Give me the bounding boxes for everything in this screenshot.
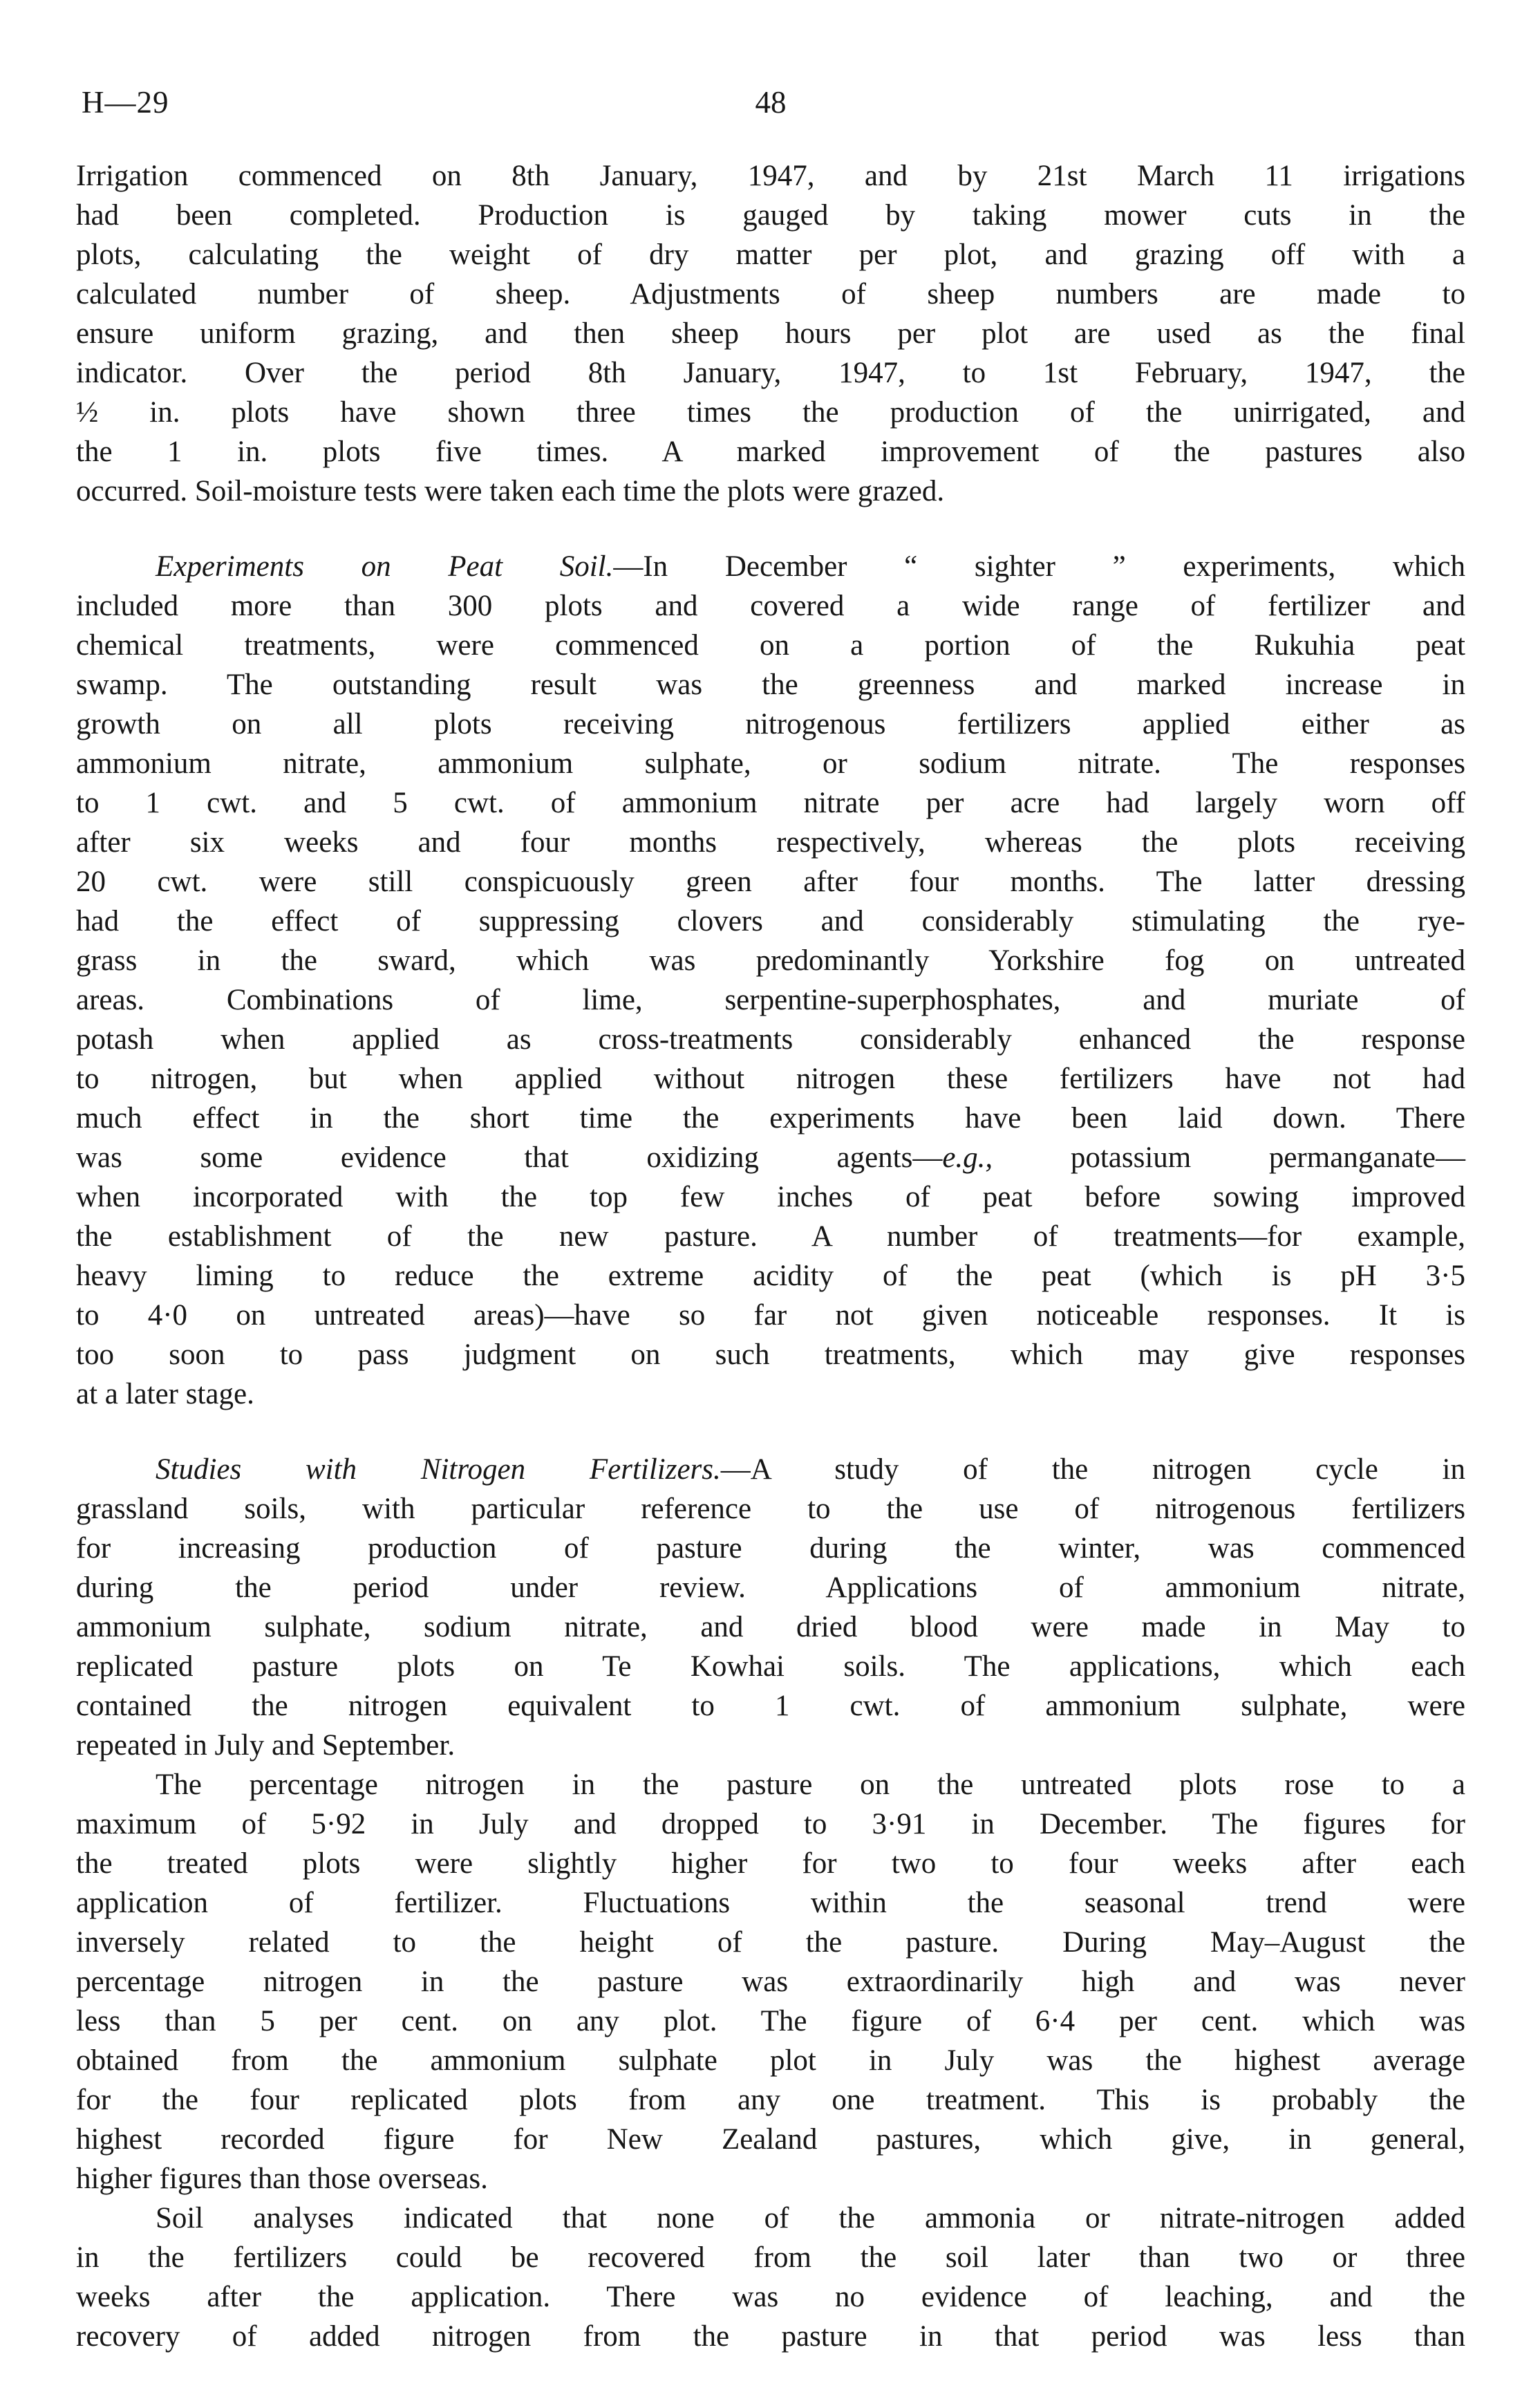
paragraph [76,156,1465,511]
text-line [76,783,1465,823]
text-line [76,2001,1465,2041]
text-run: at a later stage. [76,1378,254,1410]
paragraph [76,1450,1465,1765]
text-run: repeated in July and September. [76,1729,456,1762]
text-line [76,2041,1465,2080]
text-run: to 4·0 on untreated areas)—have so far not given noticeable responses. It is [76,1299,1465,1332]
text-run: for the four replicated plots from any one treatment. This is probably the [76,2084,1465,2116]
italic-run: Studies with Nitrogen Fertilizers. [156,1453,721,1486]
paragraph [76,1765,1465,2199]
text-line [76,156,1465,196]
text-run: contained the nitrogen equivalent to 1 cwt. of ammonium sulphate, were [76,1690,1465,1722]
text-line [76,980,1465,1020]
italic-run: Experiments on Peat Soil. [156,550,614,583]
text-run: higher figures than those overseas. [76,2163,488,2195]
text-line [156,2199,1465,2238]
text-run: to nitrogen, but when applied without nitrogen these fertilizers have not had [76,1063,1465,1095]
page-number: 48 [755,85,787,120]
text-run: The percentage nitrogen in the pasture on the untreated plots rose to a [156,1768,1465,1801]
text-line [76,1099,1465,1138]
text-run: the 1 in. plots five times. A marked improvement of the pastures also [76,436,1465,468]
text-run: the treated plots were slightly higher for two to four weeks after each [76,1847,1465,1880]
text-run: grassland soils, with particular reference to the use of nitrogenous fertilizers [76,1493,1465,1525]
text-line [76,1607,1465,1647]
text-run: in the fertilizers could be recovered from the soil later than two or three [76,2241,1465,2274]
text-run: application of fertilizer. Fluctuations within the seasonal trend were [76,1887,1465,1919]
text-run: less than 5 per cent. on any plot. The figure of 6·4 per cent. which was [76,2005,1465,2037]
text-line [76,862,1465,902]
text-run: 20 cwt. were still conspicuously green after four months. The latter dressing [76,866,1465,898]
text-run: indicator. Over the period 8th January, 1947, to 1st February, 1947, the [76,357,1465,389]
text-line [76,626,1465,665]
text-line [76,704,1465,744]
text-line [76,2238,1465,2277]
text-line [76,432,1465,472]
text-run: ammonium nitrate, ammonium sulphate, or sodium nitrate. The responses [76,747,1465,780]
text-line [76,586,1465,626]
paragraph [76,547,1465,1414]
text-run: Irrigation commenced on 8th January, 1947, and by 21st March 11 irrigations [76,160,1465,192]
text-run: highest recorded figure for New Zealand pastures, which give, in general, [76,2123,1465,2156]
text-line [76,472,1465,511]
text-line [76,2317,1465,2356]
text-line [76,1844,1465,1883]
text-run: too soon to pass judgment on such treatments, which may give responses [76,1338,1465,1371]
text-line [76,1059,1465,1099]
text-run: swamp. The outstanding result was the greenness and marked increase in [76,669,1465,701]
text-run: to 1 cwt. and 5 cwt. of ammonium nitrate per acre had largely worn off [76,787,1465,819]
text-line [76,393,1465,432]
text-run: areas. Combinations of lime, serpentine-superphosphates, and muriate of [76,984,1465,1016]
text-line [76,2159,1465,2199]
text-line [76,744,1465,783]
text-line [76,2120,1465,2159]
text-line [76,1217,1465,1256]
text-run: Soil analyses indicated that none of the ammonia or nitrate-nitrogen added [156,2202,1465,2234]
text-line [156,1450,1465,1489]
text-run: weeks after the application. There was no evidence of leaching, and the [76,2281,1465,2313]
text-run: heavy liming to reduce the extreme acidity of the peat (which is pH 3·5 [76,1260,1465,1292]
text-run: potash when applied as cross-treatments considerably enhanced the response [76,1023,1465,1056]
text-line [76,274,1465,314]
text-line [76,353,1465,393]
document-body [76,156,1465,2356]
text-run: grass in the sward, which was predominantly Yorkshire fog on untreated [76,944,1465,977]
text-run: recovery of added nitrogen from the pasture in that period was less than [76,2320,1465,2353]
text-line [76,1296,1465,1335]
text-line [76,1489,1465,1529]
italic-run: e.g., [942,1141,993,1174]
text-run: ensure uniform grazing, and then sheep hours per plot are used as the final [76,317,1465,350]
text-run: obtained from the ammonium sulphate plot in July was the highest average [76,2044,1465,2077]
text-run: had been completed. Production is gauged by taking mower cuts in the [76,199,1465,232]
text-line [76,1177,1465,1217]
text-line [76,1726,1465,1765]
text-line [156,1765,1465,1804]
text-run: included more than 300 plots and covered a wide range of fertilizer and [76,590,1465,622]
text-line [76,1568,1465,1607]
text-line [76,235,1465,274]
text-run: plots, calculating the weight of dry matter per plot, and grazing off with a [76,239,1465,271]
text-line [76,823,1465,862]
text-line [76,1374,1465,1414]
text-line [76,1256,1465,1296]
text-run: —In December “ sighter ” experiments, which [613,550,1465,583]
text-run: was some evidence that oxidizing agents— [76,1141,943,1174]
text-line [76,2277,1465,2317]
text-run: —A study of the nitrogen cycle in [720,1453,1465,1486]
text-run: the establishment of the new pasture. A number of treatments—for example, [76,1220,1465,1253]
text-run: chemical treatments, were commenced on a portion of the Rukuhia peat [76,629,1465,662]
text-line [76,941,1465,980]
report-number: H—29 [82,85,169,120]
text-line [76,314,1465,353]
text-run: potassium permanganate— [993,1141,1465,1174]
text-run: calculated number of sheep. Adjustments of sheep numbers are made to [76,278,1465,310]
text-line [76,665,1465,704]
text-run: for increasing production of pasture during the winter, was commenced [76,1532,1465,1565]
text-line [76,1923,1465,1962]
text-line [76,196,1465,235]
text-line [76,902,1465,941]
text-run: growth on all plots receiving nitrogenous fertilizers applied either as [76,708,1465,740]
text-line [76,1686,1465,1726]
text-run: inversely related to the height of the pasture. During May–August the [76,1926,1465,1959]
text-run: when incorporated with the top few inches of peat before sowing improved [76,1181,1465,1213]
text-run: ammonium sulphate, sodium nitrate, and dried blood were made in May to [76,1611,1465,1643]
text-line [76,1529,1465,1568]
text-run: much effect in the short time the experiments have been laid down. There [76,1102,1465,1135]
text-line [76,2080,1465,2120]
text-run: percentage nitrogen in the pasture was extraordinarily high and was never [76,1966,1465,1998]
text-line [76,1804,1465,1844]
paragraph [76,2199,1465,2356]
text-line [156,547,1465,586]
text-line [76,1962,1465,2001]
text-run: after six weeks and four months respectively, whereas the plots receiving [76,826,1465,859]
text-line [76,1335,1465,1374]
text-run: ½ in. plots have shown three times the production of the unirrigated, and [76,396,1465,429]
text-run: had the effect of suppressing clovers and considerably stimulating the rye- [76,905,1465,937]
text-run: replicated pasture plots on Te Kowhai soils. The applications, which each [76,1650,1465,1683]
text-run: occurred. Soil-moisture tests were taken each time the plots were grazed. [76,475,945,507]
text-run: maximum of 5·92 in July and dropped to 3·91 in December. The figures for [76,1808,1465,1840]
text-run: during the period under review. Applications of ammonium nitrate, [76,1571,1465,1604]
text-line [76,1883,1465,1923]
text-line [76,1020,1465,1059]
text-line [76,1647,1465,1686]
text-line [76,1138,1465,1177]
